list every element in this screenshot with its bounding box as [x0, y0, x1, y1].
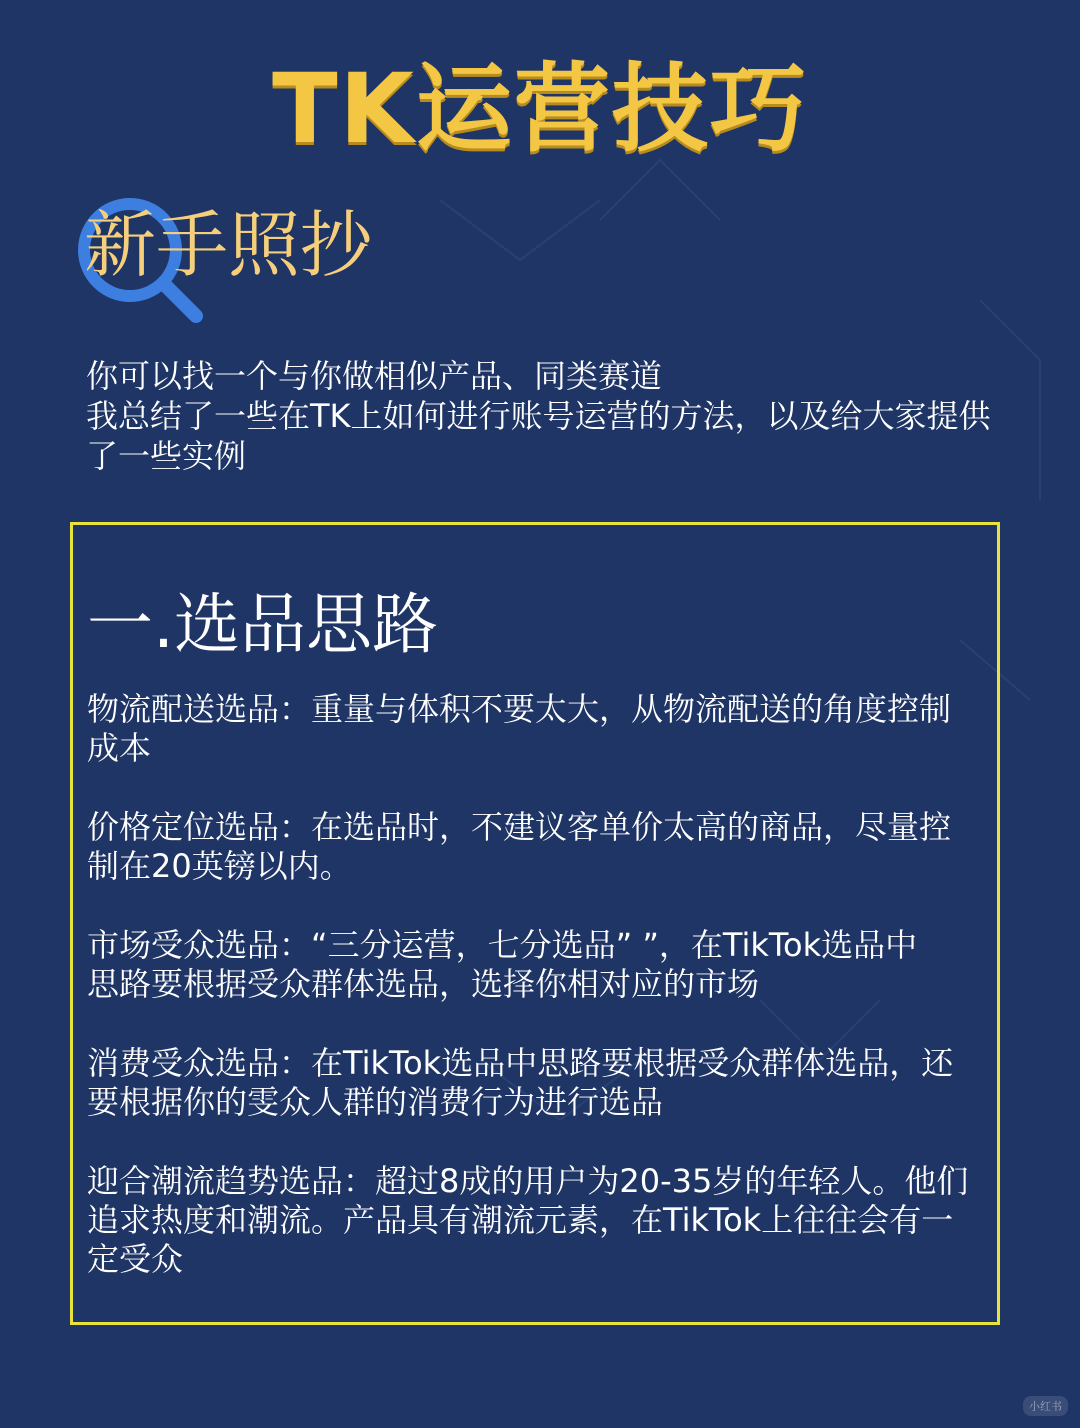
list-item: [87, 926, 977, 1004]
item-line: 定受众: [87, 1240, 184, 1278]
list-item: [87, 690, 977, 768]
section-title: 一.选品思路: [87, 586, 438, 663]
item-list: [87, 690, 977, 1319]
item-line: 消费受众选品：在TikTok选品中思路要根据受众群体选品，还: [87, 1044, 954, 1082]
item-line: 思路要根据受众群体选品，选择你相对应的市场: [87, 965, 760, 1003]
watermark: 小红书: [1023, 1396, 1068, 1416]
item-line: 追求热度和潮流。产品具有潮流元素，在TikTok上往往会有一: [87, 1201, 954, 1239]
item-line: 价格定位选品：在选品时，不建议客单价太高的商品，尽量控: [87, 808, 952, 846]
list-item: [87, 1044, 977, 1122]
page-title: TK运营技巧: [272, 53, 808, 165]
item-line: 迎合潮流趋势选品：超过8成的用户为20-35岁的年轻人。他们: [87, 1162, 969, 1200]
list-item: [87, 808, 977, 886]
subtitle: 新手照抄: [84, 203, 373, 287]
item-line: 要根据你的雯众人群的消费行为进行选品: [87, 1083, 664, 1121]
intro-line: 了一些实例: [86, 437, 247, 475]
subtitle-block: [70, 190, 430, 330]
item-line: 制在20英镑以内。: [87, 847, 352, 885]
list-item: [87, 1162, 977, 1279]
intro-line: 你可以找一个与你做相似产品、同类赛道: [86, 357, 663, 395]
intro-text: [86, 356, 1026, 476]
content-box: [70, 522, 1000, 1325]
intro-line: 我总结了一些在TK上如何进行账号运营的方法，以及给大家提供: [86, 397, 991, 435]
item-line: 成本: [87, 729, 152, 767]
item-line: 物流配送选品：重量与体积不要太大，从物流配送的角度控制: [87, 690, 952, 728]
item-line: 市场受众选品：“三分运营，七分选品” ”，在TikTok选品中: [87, 926, 918, 964]
